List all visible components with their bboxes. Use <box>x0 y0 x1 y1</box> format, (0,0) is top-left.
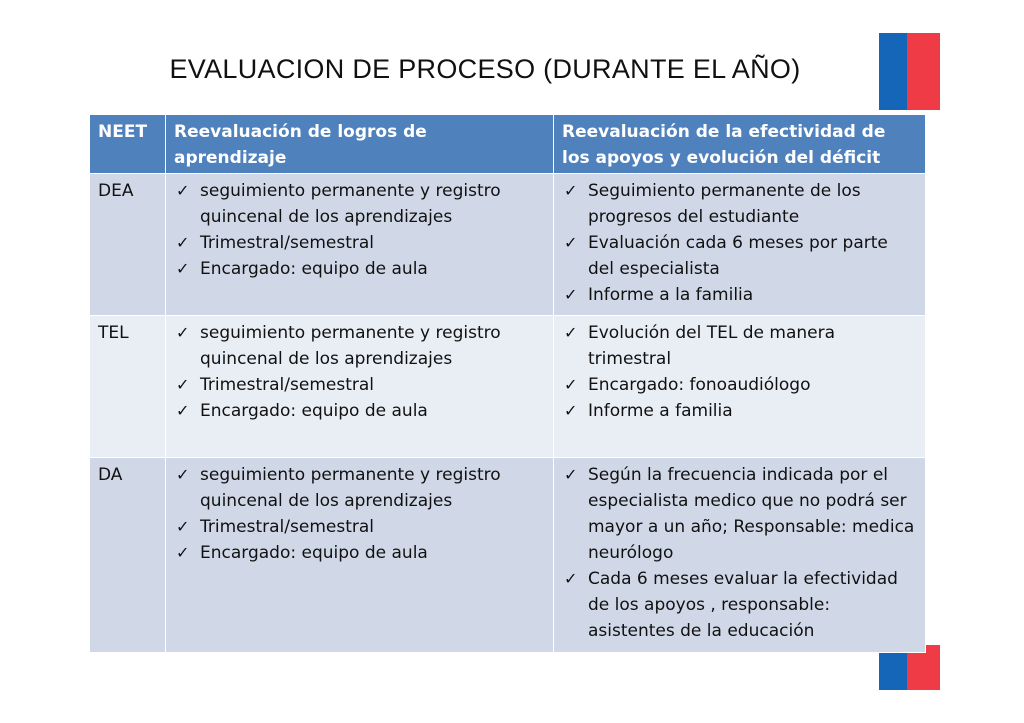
item-text: Evaluación cada 6 meses por parte del especialista <box>588 233 888 279</box>
learning-cell <box>166 316 554 458</box>
list-item <box>174 398 545 424</box>
list-item <box>174 514 545 540</box>
item-text: Encargado: equipo de aula <box>200 401 428 421</box>
list-item <box>562 462 917 566</box>
checkmark-icon: ✓ <box>176 233 190 252</box>
list-item <box>562 566 917 644</box>
row-label: DA <box>90 458 166 653</box>
check-list <box>174 178 545 282</box>
list-item <box>562 372 917 398</box>
item-text: Trimestral/semestral <box>200 233 374 253</box>
evaluation-table <box>89 114 926 653</box>
list-item <box>174 178 545 230</box>
table-row <box>90 316 926 458</box>
list-item <box>562 230 917 282</box>
row-label: DEA <box>90 174 166 316</box>
item-text: Seguimiento permanente de los progresos del estudiante <box>588 181 861 227</box>
checkmark-icon: ✓ <box>176 181 190 200</box>
item-text: Informe a la familia <box>588 285 754 305</box>
list-item <box>562 178 917 230</box>
checkmark-icon: ✓ <box>176 465 190 484</box>
header-learning-reevaluation: Reevaluación de logros de aprendizaje <box>166 115 554 174</box>
checkmark-icon: ✓ <box>564 465 578 484</box>
checkmark-icon: ✓ <box>564 285 578 304</box>
list-item <box>562 282 917 308</box>
checkmark-icon: ✓ <box>564 233 578 252</box>
list-item <box>174 320 545 372</box>
check-list <box>174 462 545 566</box>
checkmark-icon: ✓ <box>564 375 578 394</box>
checkmark-icon: ✓ <box>176 543 190 562</box>
table-row <box>90 458 926 653</box>
item-text: Según la frecuencia indicada por el especialista medico que no podrá ser mayor a un año; Responsable: medica neurólogo <box>588 465 915 563</box>
item-text: Encargado: fonoaudiólogo <box>588 375 811 395</box>
list-item <box>562 320 917 372</box>
check-list <box>562 320 917 424</box>
row-label: TEL <box>90 316 166 458</box>
check-list <box>562 178 917 308</box>
checkmark-icon: ✓ <box>176 259 190 278</box>
support-cell <box>554 316 926 458</box>
table-row <box>90 174 926 316</box>
list-item <box>174 540 545 566</box>
table-header-row <box>90 115 926 174</box>
item-text: seguimiento permanente y registro quincenal de los aprendizajes <box>200 181 501 227</box>
item-text: Trimestral/semestral <box>200 517 374 537</box>
checkmark-icon: ✓ <box>176 517 190 536</box>
item-text: Trimestral/semestral <box>200 375 374 395</box>
header-support-reevaluation: Reevaluación de la efectividad de los apoyos y evolución del déficit <box>554 115 926 174</box>
checkmark-icon: ✓ <box>564 323 578 342</box>
list-item <box>174 372 545 398</box>
checkmark-icon: ✓ <box>564 401 578 420</box>
checkmark-icon: ✓ <box>564 569 578 588</box>
item-text: Evolución del TEL de manera trimestral <box>588 323 835 369</box>
checkmark-icon: ✓ <box>176 323 190 342</box>
checkmark-icon: ✓ <box>564 181 578 200</box>
support-cell <box>554 458 926 653</box>
slide-title: EVALUACION DE PROCESO (DURANTE EL AÑO) <box>169 54 801 84</box>
list-item <box>174 256 545 282</box>
checkmark-icon: ✓ <box>176 375 190 394</box>
item-text: Encargado: equipo de aula <box>200 259 428 279</box>
learning-cell <box>166 458 554 653</box>
list-item <box>174 230 545 256</box>
check-list <box>174 320 545 424</box>
checkmark-icon: ✓ <box>176 401 190 420</box>
check-list <box>562 462 917 644</box>
support-cell <box>554 174 926 316</box>
learning-cell <box>166 174 554 316</box>
item-text: seguimiento permanente y registro quincenal de los aprendizajes <box>200 465 501 511</box>
item-text: Informe a familia <box>588 401 733 421</box>
list-item <box>562 398 917 424</box>
item-text: Cada 6 meses evaluar la efectividad de los apoyos , responsable: asistentes de la educación <box>588 569 898 641</box>
header-neet: NEET <box>90 115 166 174</box>
list-item <box>174 462 545 514</box>
item-text: seguimiento permanente y registro quincenal de los aprendizajes <box>200 323 501 369</box>
item-text: Encargado: equipo de aula <box>200 543 428 563</box>
